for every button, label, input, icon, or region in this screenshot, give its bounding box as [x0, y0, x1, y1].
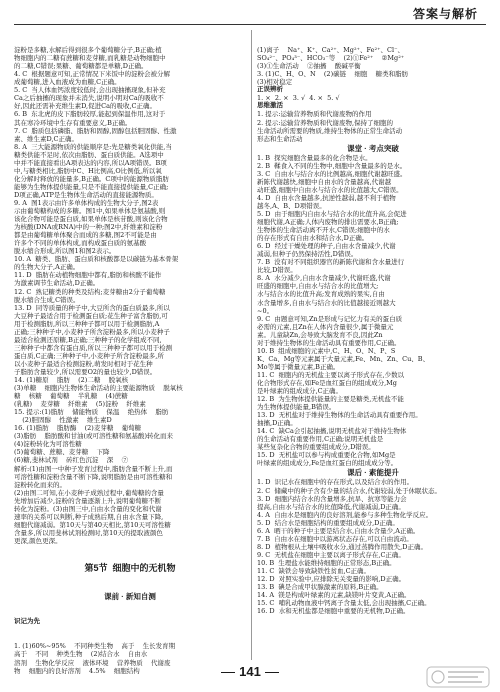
answer-line: 12. D 对照实验中,应排除无关变量的影响,D正确。	[257, 575, 406, 584]
answer-line: 先增加后减少,淀粉的含量逐渐上升,说明葡萄糖不断	[14, 496, 162, 505]
answer-line: 许多个不同的单体构成,而构成蛋白质的氨基酸	[14, 239, 147, 248]
answer-line: 叶绿素的组成成分,Fe是血红蛋白的组成成分等。	[257, 459, 398, 468]
answer-line: SO₄²⁻、PO₄³⁻、HCO₃⁻等 (2)①Fe²⁺ ②Mg²⁺	[257, 54, 405, 63]
column-divider	[251, 30, 252, 660]
answer-line: 16. (1)脂肪 脂肪酶 (2)麦芽糖 葡萄糖	[14, 424, 142, 433]
answer-line: 三种种子中都含有蛋白质,所以三种种子都可以用于检测	[14, 343, 173, 352]
answer-line: 水与结合水的比值升高;发育成熟的果实,自由	[257, 290, 385, 299]
answer-line: 旺盛的细胞中,自由水与结合水的比值增大;	[257, 282, 379, 291]
answer-line: 以小麦种子最适合检测淀粉,萌发时相对于花生种	[14, 359, 153, 368]
answer-line: 生命活动所需要的物质,维持生物体的正常生命活动	[257, 126, 403, 135]
answer-line: 比较,D错误。	[257, 266, 297, 275]
answer-line: (5)葡萄糖、蔗糖、麦芽糖 下降	[14, 448, 110, 457]
answer-line: 脱水缩合形成,所以图1和图2表示。	[14, 247, 116, 256]
subsection-heading: 思维激活	[257, 102, 283, 110]
answer-line: 4. C 根据题意可知,正常情况下米饭中的淀粉会被分解	[14, 70, 170, 79]
header-title: 答案与解析	[412, 7, 478, 21]
answer-line: 3. (1)C、H、O、N (2)碳链 细胞 糖类和脂肪	[257, 70, 409, 79]
answer-line: 10. B 生理盐水能维持细胞的正常形态,B正确。	[257, 558, 396, 567]
answer-line: 素、维生素D,C正确。	[14, 134, 79, 143]
recall-line: 溶剂 生物化学反应 液体环境 营养物质 代谢废	[14, 658, 171, 667]
answer-line: 为核酸(DNA或RNA)中的一种;图2中,纤维素和淀粉	[14, 223, 163, 232]
answer-line: 1. × 2. × 3. √ 4. × 5. √	[257, 94, 340, 103]
section-subtitle: 课前 · 新知自测	[104, 592, 156, 602]
answer-line: (1)离子 Na⁺、K⁺、Ca²⁺、Mg²⁺、Fe²⁺、Cl⁻、	[257, 46, 405, 55]
answer-line: 2. C 储藏中的种子含有少量的结合水,代谢较弱,处于休眠状态。	[257, 486, 442, 495]
answer-line: 13. D 同等质量的种子中,大豆所含的蛋白质最多,所以	[14, 303, 170, 312]
right-answer-lines	[257, 46, 489, 615]
answer-line: 13. B 碘是合成甲状腺激素的原料,B正确。	[257, 583, 383, 592]
answer-line: 转化为淀粉。(3)由图三中,自由水含量的变化和代谢	[14, 504, 162, 513]
answer-line: 10. A 糖类、脂肪、蛋白质和核酸都是以碳链为基本骨架	[14, 255, 179, 264]
answer-line: 的生物大分子,A正确。	[14, 263, 80, 272]
answer-line: 6. A 晒干的种子中主要是结合水,自由水含量少,A正确。	[257, 526, 420, 535]
answer-line: 为生物体提供能量,B错误。	[257, 403, 336, 412]
answer-line: (2)由图二可知,在小麦种子成熟过程中,葡萄糖的含量	[14, 488, 164, 497]
answer-line: 物细胞内的二糖有蔗糖和麦芽糖,而乳糖是动物细胞中	[14, 54, 166, 63]
page-header	[0, 0, 500, 26]
answer-line: 糖 核糖 葡萄糖 半乳糖 (4)蔗糖	[14, 392, 128, 401]
answer-line: 淀粉是多糖,水解后得到很多个葡萄糖分子,B正确;植	[14, 46, 162, 55]
answer-line: 15. C 哺乳动物血液中钙离子含量太低,会出现抽搐,C正确。	[257, 599, 431, 608]
answer-line: 生物体的生命活动离不开水,C错误;细胞中的水	[257, 226, 390, 235]
answer-line: 7. B 没有对不同组织器官的新陈代谢和含水量进行	[257, 258, 405, 267]
answer-line: 解析:(1)由图一中种子发育过程中,脂肪含量不断上升,而	[14, 464, 173, 473]
answer-line: D项正确,ATP是生物体生命活动的直接能源物质。	[14, 190, 158, 199]
page-number: 141	[0, 664, 500, 679]
answer-line: 是叶绿素的组成成分,C正确。	[257, 387, 343, 396]
answer-line: Mo等属于微量元素,B正确。	[257, 362, 340, 371]
answer-line: 细胞代谢,A正确;人体内废物的排出需要水,B正确;	[257, 218, 399, 227]
answer-line: 中,与糖类相比,脂肪中C、H比例高,O比例低,所以氧	[14, 166, 162, 175]
answer-line: 7. B 自由水在细胞中以游离状态存在,可以自由流动。	[257, 534, 413, 543]
left-answer-lines	[14, 46, 246, 545]
answer-line: 某些复杂化合物的重要组成成分,D错误。	[257, 443, 375, 452]
answer-line: 提高,自由水与结合水的比值降低,代谢减弱,D正确。	[257, 502, 405, 511]
answer-line: 成葡萄糖,进入血液成为血糖,C正确。	[14, 78, 121, 87]
answer-line: 4. D 自由水含量越多,抗逆性越弱,越不利于植物	[257, 193, 396, 202]
answer-line: Ca之后抽搐的现象并未消失,说明小明对Ca的吸收不	[14, 94, 164, 103]
answer-line: 动旺盛,细胞中自由水与结合水的比值越大,C错误。	[257, 185, 403, 194]
answer-line: 8. A 水分减少,自由水含量减少,代谢旺盛,代谢	[257, 274, 391, 283]
answer-line: ~0。	[257, 306, 274, 315]
answer-line: 16. D 水和无机盐都是细胞中重要的无机物,D正确。	[257, 607, 410, 616]
answer-line: 2. B 鞣食入不同的生物中,细胞中含量最多的是水。	[257, 161, 407, 170]
left-column	[14, 30, 246, 683]
section-heading: 课后 · 素能提升	[347, 468, 399, 478]
answer-line: 9. A 图1表示由许多单体构成的生物大分子,图2表	[14, 198, 159, 207]
answer-line: (2)胆固醇 性激素 维生素D	[14, 416, 112, 425]
answer-line: 用于检测脂肪,所以三种种子都可以用于检测脂肪,A	[14, 319, 160, 328]
answer-line: 6. D 经过干燥处理的种子,自由水含量减少,代谢	[257, 242, 396, 251]
answer-line: 子脂肪含量较少,所以需要O2的量也较少,D错误。	[14, 367, 157, 376]
answer-line: (3)相对稳定	[257, 78, 293, 87]
answer-line: 11. D 脂肪在动植物细胞中都有,脂肪和核酸不能作	[14, 271, 162, 280]
answer-line: 8. A 三大能源物质的供能顺序是:先是糖类氧化供能,当	[14, 142, 172, 151]
recall-line: 物 细胞内的良好溶剂 4.5% 细胞结构	[14, 666, 140, 675]
answer-line: 示由葡萄糖构成的多糖。图1中,如果单体是氨基酸,则	[14, 207, 166, 216]
answer-line: 4. A 自由水是细胞内的良好溶剂,能参与多种生物化学反应。	[257, 510, 433, 519]
answer-line: 形态和生命活动	[257, 134, 303, 143]
answer-line: 速率的关系可以判断,种子成熟后期,自由水含量下降,	[14, 512, 164, 521]
answer-line: 都是由葡萄糖单体聚合而成的多糖,图2不可能是由	[14, 231, 157, 240]
answer-line: 最适合检测还原糖,B正确;三种种子的化学组成不同,	[14, 335, 162, 344]
answer-line: 9. C 由题意可知,Zn是形成与记忆力有关的蛋白质	[257, 314, 403, 323]
answer-line: 15. D 无机盐可以参与构成重要化合物,如Mg是	[257, 451, 396, 460]
answer-line: 淀粉转化而来的。	[14, 480, 66, 489]
answer-line: 正确;三种种子中,小麦种子所含淀粉最多,所以小麦种子	[14, 327, 170, 336]
answer-line: 该化合物可能是蛋白质,如果单体是核苷酸,则该化合物	[14, 215, 168, 224]
answer-line: 7. C 脂质包括磷脂、脂肪和固醇,固醇包括胆固醇、性激	[14, 126, 177, 135]
answer-line: 化分解时释放的能量多,B正确。C项中的能源物质脂肪	[14, 174, 169, 183]
answer-line: 糖类供能不足时,依次由脂肪、蛋白质供能。A选项中	[14, 150, 164, 159]
answer-line: 可溶性糖和淀粉含量不断下降,说明脂肪是由可溶性糖和	[14, 472, 173, 481]
answer-line: (乳糖) 麦芽糖 纤维素 (5)淀粉 纤维素	[14, 400, 146, 409]
answer-line: 5. C 当人体血钙浓度较低时,会出现抽搐现象,但补充	[14, 86, 166, 95]
answer-line: 3. C 自由水与结合水的比例越高,细胞代谢越旺盛。	[257, 169, 407, 178]
answer-line: 15. 提示:(1)脂肪 储能物质 保温 绝热体 脂肪	[14, 408, 169, 417]
answer-line: (3)单糖 细胞内生物体生命活动的主要能源物质 脱氧核	[14, 384, 183, 393]
answer-line: 越冬,A、B、D项错误。	[257, 201, 326, 210]
answer-line: 能够为生物体提供能量,只是不能直接提供能量,C正确;	[14, 182, 169, 191]
answer-line: 其在寒冷环境中生存有重要意义,B正确。	[14, 118, 132, 127]
answer-line: 抽搐,D正确。	[257, 419, 297, 428]
answer-line: 3. D 细胞内结合水的含量增多,抗旱、抗寒等能力会	[257, 494, 407, 503]
watermark-logo-icon	[426, 666, 490, 688]
answer-line: K、Ca、Mg等元素属于大量元素,Fe、Mn、Zn、Cu、B、	[257, 354, 430, 363]
answer-line: 化合物形式存在,如Fe是血红蛋白的组成成分,Mg	[257, 378, 397, 387]
recall-line: 高于 不同 种类生物 (2)结合水 自由水	[14, 650, 148, 659]
answer-line: 新陈代谢越快,细胞中自由水的含量越高,代谢越	[257, 177, 392, 186]
answer-line: 14. A 镁是构成叶绿素的元素,缺镁叶片变黄,A正确。	[257, 591, 411, 600]
answer-line: 13. D 无机盐对于维持生物体的生命活动具有重要作用。	[257, 411, 422, 420]
section-heading: 课堂 · 考点突破	[347, 143, 399, 153]
answer-line: 1. 提示:运输营养物质和代谢废物的作用	[257, 110, 372, 119]
answer-line: 必需的元素,且Zn在人体内含量很少,属于微量元	[257, 322, 394, 331]
answer-line: 的存在形式有自由水和结合水,D正确。	[257, 234, 369, 243]
answer-line: (4)淀粉转化为可溶性糖	[14, 440, 82, 449]
answer-line: 素。儿童缺Zn,会导致大脑发育不良,因此Zn	[257, 330, 383, 339]
answer-line: 减弱,但种子仍然保持活性,D错误。	[257, 250, 358, 259]
answer-line: (6)糖,斐林试剂 砖红色沉淀 深 ⑦	[14, 456, 129, 465]
answer-line: 14. C 缺Ca会引起抽搐,说明无机盐对于维持生物体	[257, 427, 407, 436]
answer-line: 大豆种子最适合用于检测蛋白质;花生种子富含脂肪,可	[14, 311, 168, 320]
answer-line: 水含量增多,自由水与结合水的比值越接近则越大	[257, 298, 396, 307]
answer-line: 10. B 组成细胞的元素中,C、H、O、N、P、S	[257, 346, 396, 355]
answer-line: (3)①生命活动 ②抽搐 酸碱平衡	[257, 62, 361, 71]
answer-line: 的生命活动有重要作用,C正确;说明无机盐是	[257, 435, 384, 444]
recall-line: 1. (1)60%~95% 不同种类生物 高于 生长发育期	[14, 642, 176, 651]
answer-line: 11. C 缺铁会导致缺铁性贫血,C正确。	[257, 567, 371, 575]
subsection-heading: 正误辨析	[257, 86, 283, 94]
answer-line: 含量多,所以用斐林试剂检测时,第10天的提取液颜色	[14, 528, 163, 537]
answer-line: 细胞代谢减弱。第10天与第40天相比,第10天可溶性糖	[14, 520, 171, 529]
answer-line: 12. B 为生物体提供能量的主要是糖类,无机盐不能	[257, 395, 404, 404]
answer-line: 9. C 无机盐在细胞中主要以离子形式存在,C正确。	[257, 550, 405, 559]
answer-line: 1. B 探究细胞含量最多的化合物是水。	[257, 153, 372, 162]
answer-line: 的二糖,C错误;果糖、葡萄糖都是单糖,D正确。	[14, 62, 148, 71]
answer-line: 5. D 结合水是细胞结构的重要组成成分,D正确。	[257, 518, 399, 527]
answer-line: 11. C 细胞内的无机盐主要以离子形式存在,少数以	[257, 370, 405, 379]
answer-line: (3)脂肪 脂肪酸和甘油(或可溶性糖和氨基酸)转化而来	[14, 432, 174, 441]
recall-label: 识记为先	[14, 618, 40, 626]
answer-line: 6. B 东北虎的皮下脂肪较厚,能起到保温作用,这对于	[14, 110, 166, 119]
answer-line: 14. (1)糖原 脂肪 (2)二糖 脱氧核	[14, 376, 129, 385]
answer-line: 2. 提示:运输营养物质和代谢废物,保持了细胞的	[257, 118, 394, 127]
answer-line: 更深,颜色更深。	[14, 536, 62, 545]
header-rule	[14, 24, 486, 25]
answer-line: 12. C 熟记糖类的种类及结构;麦芽糖由2分子葡萄糖	[14, 287, 166, 296]
answer-line: 为激素调节生命活动,D正确。	[14, 279, 100, 288]
answer-line: 5. D 由于细胞内自由水与结合水的比值升高,会促进	[257, 209, 407, 218]
answer-line: 对于维持生物体的生命活动具有重要作用,C正确。	[257, 338, 401, 347]
answer-line: 好,因此还需补充维生素D,促进Ca的吸收,C正确。	[14, 102, 157, 111]
right-column	[257, 30, 489, 623]
answer-line: 1. D 识记水在细胞中的存在形式,以及结合水的作用。	[257, 478, 414, 487]
section-title: 第5节 细胞中的无机物	[84, 563, 176, 574]
answer-line: 中并不能直接看出A项表达的内容,所以A项错误。B项	[14, 158, 167, 167]
answer-line: 8. D 植物根从土壤中吸收水分,通过蒸腾作用散失,D正确。	[257, 542, 427, 551]
answer-line: 脱水缩合生成,C错误。	[14, 295, 80, 304]
answer-line: 蛋白质,C正确;三种种子中,小麦种子所含淀粉最多,所	[14, 351, 164, 360]
